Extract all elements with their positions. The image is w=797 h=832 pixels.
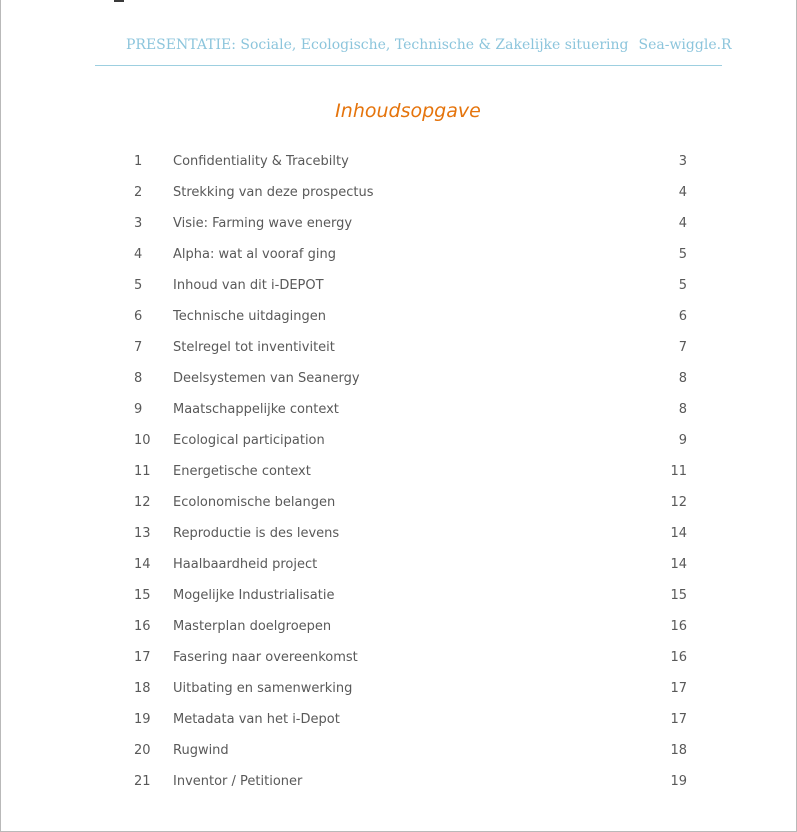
toc-entry-number: 15 xyxy=(134,588,151,603)
toc-entry-number: 10 xyxy=(134,433,151,448)
header-brand: Sea-wiggle.R xyxy=(638,37,732,53)
toc-entry-label[interactable]: Haalbaardheid project xyxy=(173,557,318,572)
toc-entry-page: 17 xyxy=(670,712,687,727)
toc-entry-page: 11 xyxy=(670,464,687,479)
toc-entry-number: 14 xyxy=(134,557,151,572)
toc-entry[interactable] xyxy=(1,178,797,209)
toc-entry[interactable] xyxy=(1,395,797,426)
toc-entry[interactable] xyxy=(1,488,797,519)
toc-entry-page: 6 xyxy=(678,309,687,324)
toc-entry-page: 18 xyxy=(670,743,687,758)
toc-entry-label[interactable]: Metadata van het i-Depot xyxy=(173,712,340,727)
toc-entry[interactable] xyxy=(1,240,797,271)
toc-entry-number: 4 xyxy=(134,247,143,262)
toc-entry-page: 16 xyxy=(670,650,687,665)
toc-entry[interactable] xyxy=(1,302,797,333)
toc-entry-number: 11 xyxy=(134,464,151,479)
toc-entry[interactable] xyxy=(1,426,797,457)
toc-entry-label[interactable]: Inventor / Petitioner xyxy=(173,774,303,789)
toc-entry-label[interactable]: Fasering naar overeenkomst xyxy=(173,650,358,665)
toc-entry-number: 20 xyxy=(134,743,151,758)
toc-entry-label[interactable]: Rugwind xyxy=(173,743,229,758)
toc-entry-number: 16 xyxy=(134,619,151,634)
toc-entry-page: 4 xyxy=(678,216,687,231)
toc-entry-page: 9 xyxy=(678,433,687,448)
toc-entry-number: 19 xyxy=(134,712,151,727)
toc-entry-label[interactable]: Deelsystemen van Seanergy xyxy=(173,371,360,386)
toc-entry[interactable] xyxy=(1,643,797,674)
toc-entry-label[interactable]: Strekking van deze prospectus xyxy=(173,185,374,200)
toc-entry-label[interactable]: Alpha: wat al vooraf ging xyxy=(173,247,336,262)
toc-entry-page: 3 xyxy=(678,154,687,169)
toc-entry[interactable] xyxy=(1,736,797,767)
toc-entry[interactable] xyxy=(1,519,797,550)
toc-entry-number: 5 xyxy=(134,278,143,293)
toc-entry-label[interactable]: Confidentiality & Tracebilty xyxy=(173,154,349,169)
toc-entry-label[interactable]: Stelregel tot inventiviteit xyxy=(173,340,335,355)
toc-entry-label[interactable]: Maatschappelijke context xyxy=(173,402,339,417)
toc-list xyxy=(1,147,797,798)
running-header xyxy=(126,37,732,53)
toc-entry-number: 8 xyxy=(134,371,143,386)
toc-entry[interactable] xyxy=(1,674,797,705)
toc-entry-page: 14 xyxy=(670,557,687,572)
toc-entry-page: 5 xyxy=(678,247,687,262)
toc-entry-label[interactable]: Reproductie is des levens xyxy=(173,526,340,541)
toc-entry[interactable] xyxy=(1,364,797,395)
toc-entry-number: 13 xyxy=(134,526,151,541)
toc-entry-page: 19 xyxy=(670,774,687,789)
toc-entry-number: 12 xyxy=(134,495,151,510)
toc-entry[interactable] xyxy=(1,271,797,302)
toc-entry[interactable] xyxy=(1,147,797,178)
toc-entry-label[interactable]: Uitbating en samenwerking xyxy=(173,681,353,696)
toc-entry-label[interactable]: Energetische context xyxy=(173,464,311,479)
toc-entry-page: 12 xyxy=(670,495,687,510)
toc-entry-page: 15 xyxy=(670,588,687,603)
toc-entry[interactable] xyxy=(1,550,797,581)
toc-entry[interactable] xyxy=(1,209,797,240)
toc-entry-number: 3 xyxy=(134,216,143,231)
toc-entry-label[interactable]: Ecological participation xyxy=(173,433,325,448)
toc-entry-number: 17 xyxy=(134,650,151,665)
toc-entry-label[interactable]: Visie: Farming wave energy xyxy=(173,216,353,231)
toc-entry-page: 16 xyxy=(670,619,687,634)
toc-entry-label[interactable]: Technische uitdagingen xyxy=(173,309,327,324)
toc-entry[interactable] xyxy=(1,612,797,643)
header-title: PRESENTATIE: Sociale, Ecologische, Technische & Zakelijke situering xyxy=(126,37,629,53)
toc-entry-page: 7 xyxy=(678,340,687,355)
header-divider xyxy=(95,65,722,66)
toc-entry[interactable] xyxy=(1,705,797,736)
toc-heading: Inhoudsopgave xyxy=(335,100,481,122)
toc-entry-page: 17 xyxy=(670,681,687,696)
toc-entry-page: 4 xyxy=(678,185,687,200)
toc-entry-number: 2 xyxy=(134,185,143,200)
toc-entry-page: 8 xyxy=(678,402,687,417)
toc-entry[interactable] xyxy=(1,767,797,798)
toc-entry-number: 1 xyxy=(134,154,143,169)
toc-entry-label[interactable]: Ecolonomische belangen xyxy=(173,495,336,510)
toc-entry-number: 6 xyxy=(134,309,143,324)
toc-entry-number: 21 xyxy=(134,774,151,789)
toc-entry-page: 8 xyxy=(678,371,687,386)
toc-entry[interactable] xyxy=(1,333,797,364)
toc-entry-page: 14 xyxy=(670,526,687,541)
toc-entry-page: 5 xyxy=(678,278,687,293)
toc-entry-number: 9 xyxy=(134,402,143,417)
toc-entry-label[interactable]: Masterplan doelgroepen xyxy=(173,619,332,634)
toc-entry-number: 18 xyxy=(134,681,151,696)
toc-entry-label[interactable]: Mogelijke Industrialisatie xyxy=(173,588,335,603)
toc-entry[interactable] xyxy=(1,581,797,612)
toc-entry-label[interactable]: Inhoud van dit i-DEPOT xyxy=(173,278,324,293)
crop-mark xyxy=(114,0,124,2)
toc-entry[interactable] xyxy=(1,457,797,488)
toc-entry-number: 7 xyxy=(134,340,143,355)
